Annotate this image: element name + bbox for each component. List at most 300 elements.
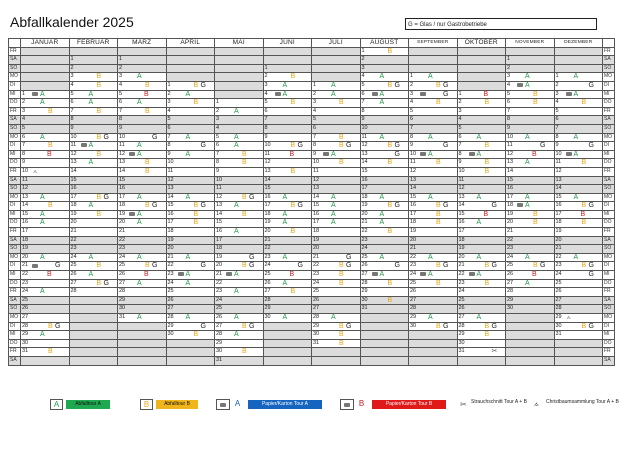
day-number: 29 — [313, 322, 320, 329]
christmas-tree-icon: ⟑ — [33, 167, 38, 175]
day-number: 26 — [70, 271, 77, 278]
calendar-row — [9, 236, 615, 245]
day-cell — [21, 322, 70, 331]
tour-a-mark: A — [185, 314, 191, 321]
day-cell — [215, 288, 264, 297]
day-cell — [263, 133, 312, 142]
day-number: 22 — [70, 236, 77, 243]
empty-cell — [457, 81, 506, 90]
glass-mark: G — [443, 90, 449, 98]
tour-a-mark: A — [88, 253, 94, 261]
day-cell — [263, 279, 312, 288]
day-cell — [457, 99, 506, 108]
tour-a-mark: A — [137, 253, 142, 261]
day-cell — [69, 176, 118, 185]
month-header: MAI — [215, 39, 264, 48]
day-number: 10 — [119, 133, 126, 140]
day-number: 2 — [555, 81, 559, 88]
tour-b-mark: B — [96, 262, 102, 270]
day-number: 24 — [119, 253, 126, 260]
day-cell — [409, 81, 458, 90]
day-number: 19 — [458, 245, 465, 252]
day-number: 4 — [458, 116, 462, 123]
tour-a-mark: A — [185, 133, 191, 141]
tour-b-mark: B — [193, 202, 199, 210]
tour-a-mark: A — [331, 90, 336, 98]
tour-a-mark: A — [234, 228, 239, 236]
empty-cell — [69, 47, 118, 56]
day-number: 28 — [313, 314, 320, 320]
day-number: 7 — [507, 107, 511, 114]
day-cell — [21, 314, 70, 323]
glass-mark: G — [297, 142, 303, 150]
day-cell — [360, 176, 409, 185]
day-number: 13 — [264, 167, 271, 174]
glass-note: G = Glas / nur Gastrobetriebe — [405, 18, 597, 30]
day-cell — [69, 150, 118, 159]
day-number: 14 — [216, 210, 223, 217]
day-cell — [166, 150, 215, 159]
day-cell — [215, 331, 264, 340]
day-cell — [409, 305, 458, 314]
day-number: 7 — [458, 142, 462, 149]
glass-mark: G — [540, 142, 546, 150]
day-number: 23 — [22, 279, 29, 286]
empty-cell — [21, 64, 70, 73]
day-number: 19 — [70, 210, 77, 217]
tour-a-mark: A — [234, 133, 239, 141]
day-cell — [554, 99, 603, 108]
day-number: 8 — [22, 150, 26, 157]
empty-cell — [166, 348, 215, 357]
day-cell — [21, 262, 70, 271]
day-cell — [166, 193, 215, 202]
day-number: 5 — [361, 81, 365, 88]
empty-cell — [118, 47, 167, 56]
day-cell — [312, 150, 361, 159]
weekday-label: MI — [603, 331, 615, 340]
day-cell — [166, 81, 215, 90]
tour-a-mark: A — [428, 314, 433, 321]
tour-a-mark: A — [428, 253, 433, 261]
day-cell — [69, 64, 118, 73]
day-cell — [263, 64, 312, 73]
tour-b-mark: B — [145, 107, 150, 115]
day-cell — [554, 167, 603, 176]
tour-a-mark: A — [379, 90, 385, 98]
day-number: 14 — [264, 176, 271, 183]
tour-b-mark: B — [193, 219, 199, 227]
day-number: 31 — [361, 305, 368, 312]
day-cell — [69, 107, 118, 116]
tour-b-mark: B — [484, 331, 490, 339]
day-number: 25 — [264, 271, 271, 278]
day-number: 14 — [167, 193, 174, 200]
glass-mark: G — [588, 322, 594, 330]
day-cell — [21, 185, 70, 194]
day-number: 25 — [167, 288, 174, 295]
day-cell — [457, 133, 506, 142]
empty-cell — [312, 356, 361, 365]
day-cell — [312, 331, 361, 340]
day-cell — [21, 202, 70, 211]
tour-b-mark: B — [436, 202, 441, 210]
tour-b-mark: B — [290, 99, 296, 107]
day-number: 30 — [313, 331, 320, 338]
day-number: 25 — [22, 296, 29, 303]
glass-mark: G — [443, 202, 449, 210]
day-cell — [360, 73, 409, 82]
day-cell — [312, 305, 361, 314]
glass-mark: G — [588, 202, 594, 210]
day-number: 26 — [458, 305, 465, 312]
tour-b-mark: B — [484, 99, 490, 107]
day-number: 12 — [216, 193, 223, 200]
day-cell — [69, 185, 118, 194]
tour-a-mark: A — [234, 331, 239, 339]
day-cell — [69, 133, 118, 142]
day-number: 10 — [70, 133, 77, 140]
day-number: 27 — [264, 288, 271, 295]
day-number: 25 — [313, 288, 320, 295]
tour-b-mark: B — [193, 81, 199, 89]
glass-mark: G — [152, 133, 158, 141]
day-number: 6 — [507, 99, 511, 106]
empty-cell — [360, 331, 409, 340]
weekday-label: SA — [9, 356, 21, 365]
glass-mark: G — [394, 150, 400, 158]
day-number: 11 — [410, 159, 416, 166]
day-cell — [506, 253, 555, 262]
day-number: 25 — [70, 262, 77, 269]
day-cell — [457, 142, 506, 151]
day-cell — [263, 159, 312, 168]
day-number: 16 — [70, 185, 77, 192]
tour-b-mark: B — [48, 202, 53, 210]
day-cell — [312, 210, 361, 219]
tour-a-mark: A — [40, 253, 45, 261]
legend-tree — [534, 399, 624, 410]
day-cell — [166, 236, 215, 245]
calendar-row — [9, 271, 615, 280]
day-number: 29 — [410, 314, 417, 320]
tour-b-mark: B — [484, 279, 490, 287]
weekday-label: FR — [603, 228, 615, 237]
day-number: 17 — [458, 228, 465, 235]
day-number: 3 — [458, 107, 462, 114]
day-number: 13 — [507, 159, 514, 166]
day-cell — [360, 296, 409, 305]
tour-a-mark: A — [525, 202, 530, 210]
empty-cell — [506, 314, 555, 323]
paper-bin-icon — [420, 91, 427, 99]
day-cell — [215, 142, 264, 151]
day-cell — [118, 99, 167, 108]
day-number: 31 — [119, 314, 126, 320]
day-number: 2 — [167, 90, 171, 97]
tour-b-mark: B — [96, 133, 102, 141]
day-cell — [118, 81, 167, 90]
day-cell — [166, 99, 215, 108]
day-number: 28 — [361, 279, 368, 286]
day-number: 19 — [361, 202, 368, 209]
paper-bin-icon — [32, 262, 39, 270]
day-number: 26 — [507, 271, 514, 278]
tour-a-mark: A — [234, 142, 239, 150]
day-cell — [457, 305, 506, 314]
day-number: 23 — [361, 236, 368, 243]
empty-cell — [409, 348, 458, 357]
glass-mark: G — [152, 202, 158, 210]
day-number: 11 — [119, 142, 125, 149]
day-number: 24 — [410, 271, 417, 278]
day-cell — [21, 150, 70, 159]
day-cell — [312, 185, 361, 194]
day-number: 22 — [22, 271, 29, 278]
day-number: 23 — [264, 253, 271, 260]
day-cell — [263, 202, 312, 211]
day-number: 19 — [555, 228, 562, 235]
day-number: 4 — [555, 99, 559, 106]
empty-cell — [360, 314, 409, 323]
day-number: 18 — [507, 202, 514, 209]
day-cell — [554, 210, 603, 219]
day-number: 12 — [22, 185, 29, 192]
tour-b-mark: B — [581, 159, 587, 167]
day-cell — [554, 228, 603, 237]
day-cell — [215, 124, 264, 133]
day-cell — [118, 245, 167, 254]
day-cell — [21, 90, 70, 99]
calendar-row — [9, 56, 615, 65]
day-cell — [215, 253, 264, 262]
tour-a-mark: A — [137, 73, 142, 81]
empty-cell — [166, 339, 215, 348]
glass-mark: G — [588, 81, 594, 89]
day-cell — [457, 176, 506, 185]
tour-b-mark: B — [484, 322, 490, 330]
day-cell — [409, 73, 458, 82]
day-cell — [118, 116, 167, 125]
glass-mark: G — [491, 202, 497, 210]
day-number: 7 — [119, 107, 123, 114]
glass-mark: G — [346, 142, 352, 150]
shrub-icon: ✂ — [460, 400, 467, 409]
day-cell — [457, 124, 506, 133]
day-cell — [554, 176, 603, 185]
empty-cell — [506, 322, 555, 331]
day-cell — [215, 210, 264, 219]
tour-a-mark: A — [40, 288, 45, 296]
day-number: 10 — [507, 133, 514, 140]
day-cell — [69, 99, 118, 108]
empty-cell — [506, 339, 555, 348]
day-cell — [215, 116, 264, 125]
tour-b-mark: B — [387, 202, 393, 210]
day-cell — [166, 107, 215, 116]
day-number: 24 — [167, 279, 174, 286]
day-cell — [118, 314, 167, 323]
day-cell — [554, 159, 603, 168]
day-number: 14 — [70, 167, 77, 174]
tour-b-mark: B — [339, 262, 344, 270]
day-cell — [118, 167, 167, 176]
day-number: 5 — [555, 107, 559, 114]
day-number: 29 — [458, 331, 465, 338]
tour-a-mark: A — [573, 253, 579, 261]
day-number: 29 — [361, 288, 368, 295]
month-header: JUNI — [263, 39, 312, 48]
day-cell — [21, 348, 70, 357]
tour-a-mark: A — [234, 271, 239, 279]
tour-a-mark: A — [379, 73, 385, 81]
day-cell — [263, 176, 312, 185]
day-cell — [215, 219, 264, 228]
day-cell — [506, 202, 555, 211]
tour-b-mark: B — [242, 322, 247, 330]
day-number: 11 — [361, 133, 368, 140]
day-number: 6 — [70, 99, 74, 106]
day-cell — [215, 193, 264, 202]
day-number: 9 — [167, 150, 171, 157]
day-number: 5 — [458, 124, 462, 131]
day-number: 19 — [167, 236, 174, 243]
day-number: 10 — [313, 159, 320, 166]
tour-b-mark: B — [339, 99, 344, 107]
day-number: 19 — [119, 210, 126, 217]
month-header: MÄRZ — [118, 39, 167, 48]
glass-mark: G — [491, 262, 497, 270]
tour-a-mark: A — [476, 219, 482, 227]
tour-a-mark: A — [476, 150, 482, 158]
day-cell — [506, 124, 555, 133]
day-cell — [554, 288, 603, 297]
day-number: 14 — [507, 167, 514, 174]
empty-cell — [69, 322, 118, 331]
day-cell — [118, 271, 167, 280]
paper-b-label: Papier/Karton Tour B — [372, 400, 446, 409]
day-cell — [312, 99, 361, 108]
day-number: 15 — [216, 219, 223, 226]
tour-b-mark: B — [436, 210, 441, 218]
day-cell — [360, 185, 409, 194]
weekday-label: FR — [9, 228, 21, 237]
day-number: 2 — [507, 64, 511, 71]
weekday-label: SA — [9, 176, 21, 185]
day-cell — [166, 133, 215, 142]
tour-b-mark: B — [581, 262, 587, 270]
day-cell — [263, 228, 312, 237]
day-cell — [118, 193, 167, 202]
day-cell — [360, 167, 409, 176]
glass-mark: G — [346, 262, 352, 270]
tour-b-mark: B — [484, 142, 490, 150]
tour-a-mark: A — [331, 219, 336, 227]
glass-mark: G — [200, 81, 206, 89]
day-cell — [312, 288, 361, 297]
calendar-row — [9, 193, 615, 202]
tour-b-mark: B — [339, 339, 344, 347]
day-number: 10 — [555, 150, 562, 157]
day-cell — [360, 90, 409, 99]
glass-mark: G — [200, 142, 206, 150]
day-cell — [263, 81, 312, 90]
day-cell — [263, 116, 312, 125]
tour-a-mark: A — [331, 314, 336, 321]
day-number: 26 — [167, 296, 174, 303]
day-number: 4 — [313, 107, 317, 114]
day-number: 3 — [119, 73, 123, 80]
day-cell — [457, 339, 506, 348]
day-number: 26 — [313, 296, 320, 303]
day-number: 2 — [119, 64, 123, 71]
day-number: 15 — [313, 202, 320, 209]
calendar-row — [9, 210, 615, 219]
empty-cell — [360, 339, 409, 348]
day-cell — [69, 167, 118, 176]
day-cell — [457, 90, 506, 99]
day-cell — [21, 142, 70, 151]
day-cell — [21, 279, 70, 288]
day-number: 29 — [167, 322, 174, 329]
day-cell — [506, 296, 555, 305]
tour-b-mark: B — [581, 322, 587, 330]
day-cell — [554, 81, 603, 90]
tour-b-label: Abfalltour B — [156, 400, 198, 409]
weekday-label: DI — [603, 262, 615, 271]
day-cell — [118, 228, 167, 237]
day-cell — [312, 81, 361, 90]
day-number: 5 — [119, 90, 123, 97]
weekday-label: MI — [603, 150, 615, 159]
day-cell — [21, 193, 70, 202]
empty-cell — [21, 47, 70, 56]
tour-b-mark: B — [96, 107, 102, 115]
paper-b-mark: B — [144, 90, 149, 98]
tour-b-mark: B — [242, 210, 247, 218]
day-cell — [263, 253, 312, 262]
day-number: 27 — [167, 305, 174, 312]
day-cell — [21, 159, 70, 168]
day-number: 7 — [167, 133, 171, 140]
day-cell — [506, 90, 555, 99]
weekday-label: FR — [9, 167, 21, 176]
month-header: SEPTEMBER — [409, 39, 458, 48]
weekday-label: SO — [603, 64, 615, 73]
glass-mark: G — [394, 81, 400, 89]
calendar-row — [9, 150, 615, 159]
day-number: 16 — [22, 219, 29, 226]
calendar-row — [9, 262, 615, 271]
weekday-label: SO — [9, 64, 21, 73]
weekday-label: MI — [9, 150, 21, 159]
calendar-row — [9, 245, 615, 254]
tour-b-mark: B — [387, 47, 393, 55]
tour-b-mark: B — [290, 73, 296, 81]
day-cell — [215, 159, 264, 168]
day-cell — [409, 150, 458, 159]
day-number: 21 — [410, 245, 417, 252]
day-cell — [118, 150, 167, 159]
day-cell — [360, 150, 409, 159]
day-cell — [21, 133, 70, 142]
day-number: 14 — [119, 167, 126, 174]
weekday-label: SO — [9, 185, 21, 194]
day-number: 3 — [216, 116, 220, 123]
day-number: 8 — [313, 142, 317, 149]
tour-b-mark: B — [96, 150, 102, 158]
day-cell — [166, 228, 215, 237]
